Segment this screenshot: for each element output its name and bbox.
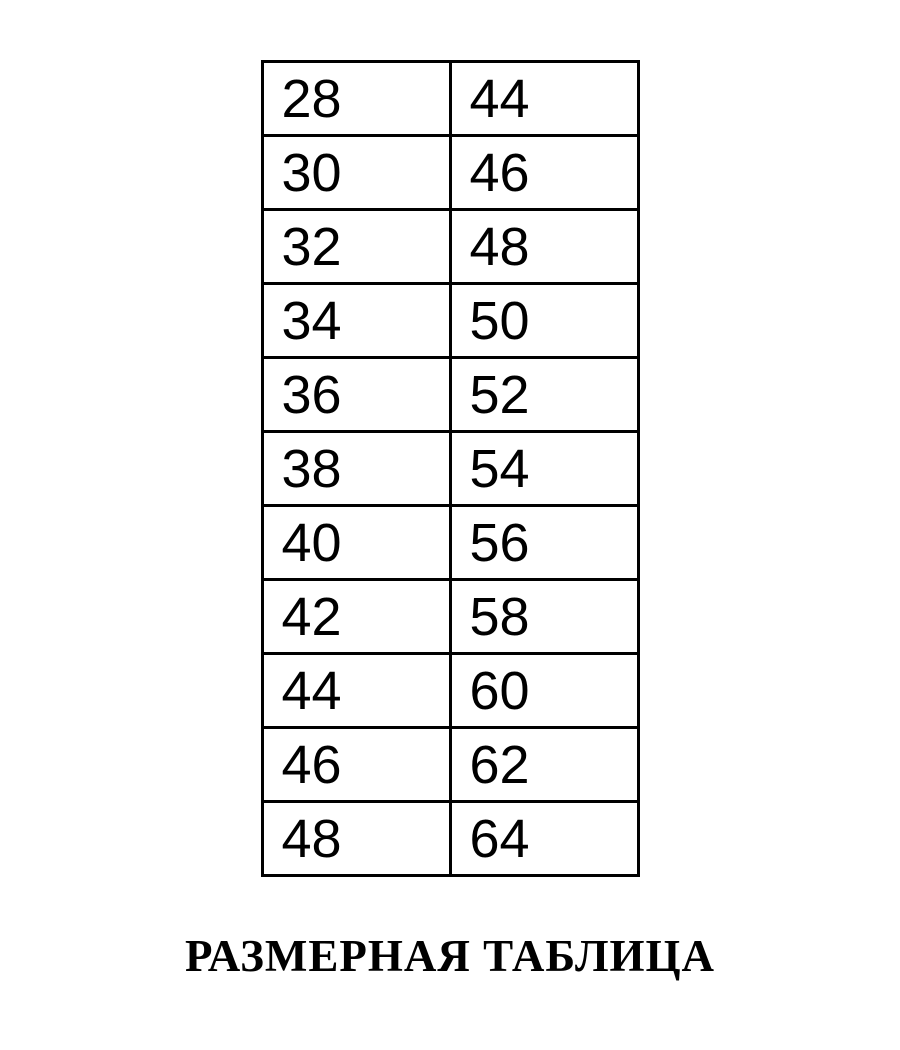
table-row (262, 136, 638, 210)
size-cell-right: 58 (450, 580, 638, 654)
table-row (262, 432, 638, 506)
size-chart-body (262, 62, 638, 876)
size-cell-right: 44 (450, 62, 638, 136)
size-cell-right: 50 (450, 284, 638, 358)
table-row (262, 580, 638, 654)
size-cell-right: 46 (450, 136, 638, 210)
size-cell-left: 42 (262, 580, 450, 654)
size-cell-left: 32 (262, 210, 450, 284)
size-cell-right: 48 (450, 210, 638, 284)
size-chart-table (261, 60, 640, 877)
table-row (262, 284, 638, 358)
table-row (262, 358, 638, 432)
page-title: РАЗМЕРНАЯ ТАБЛИЦА (184, 931, 716, 981)
table-row (262, 210, 638, 284)
size-cell-left: 48 (262, 802, 450, 876)
table-row (262, 802, 638, 876)
table-row (262, 654, 638, 728)
size-cell-left: 28 (262, 62, 450, 136)
size-cell-right: 52 (450, 358, 638, 432)
size-cell-right: 62 (450, 728, 638, 802)
size-cell-left: 44 (262, 654, 450, 728)
size-cell-left: 34 (262, 284, 450, 358)
size-cell-left: 40 (262, 506, 450, 580)
table-row (262, 506, 638, 580)
size-cell-left: 30 (262, 136, 450, 210)
size-cell-right: 54 (450, 432, 638, 506)
size-cell-left: 46 (262, 728, 450, 802)
size-cell-left: 36 (262, 358, 450, 432)
size-cell-right: 56 (450, 506, 638, 580)
table-row (262, 62, 638, 136)
size-cell-right: 60 (450, 654, 638, 728)
size-cell-right: 64 (450, 802, 638, 876)
table-row (262, 728, 638, 802)
size-cell-left: 38 (262, 432, 450, 506)
